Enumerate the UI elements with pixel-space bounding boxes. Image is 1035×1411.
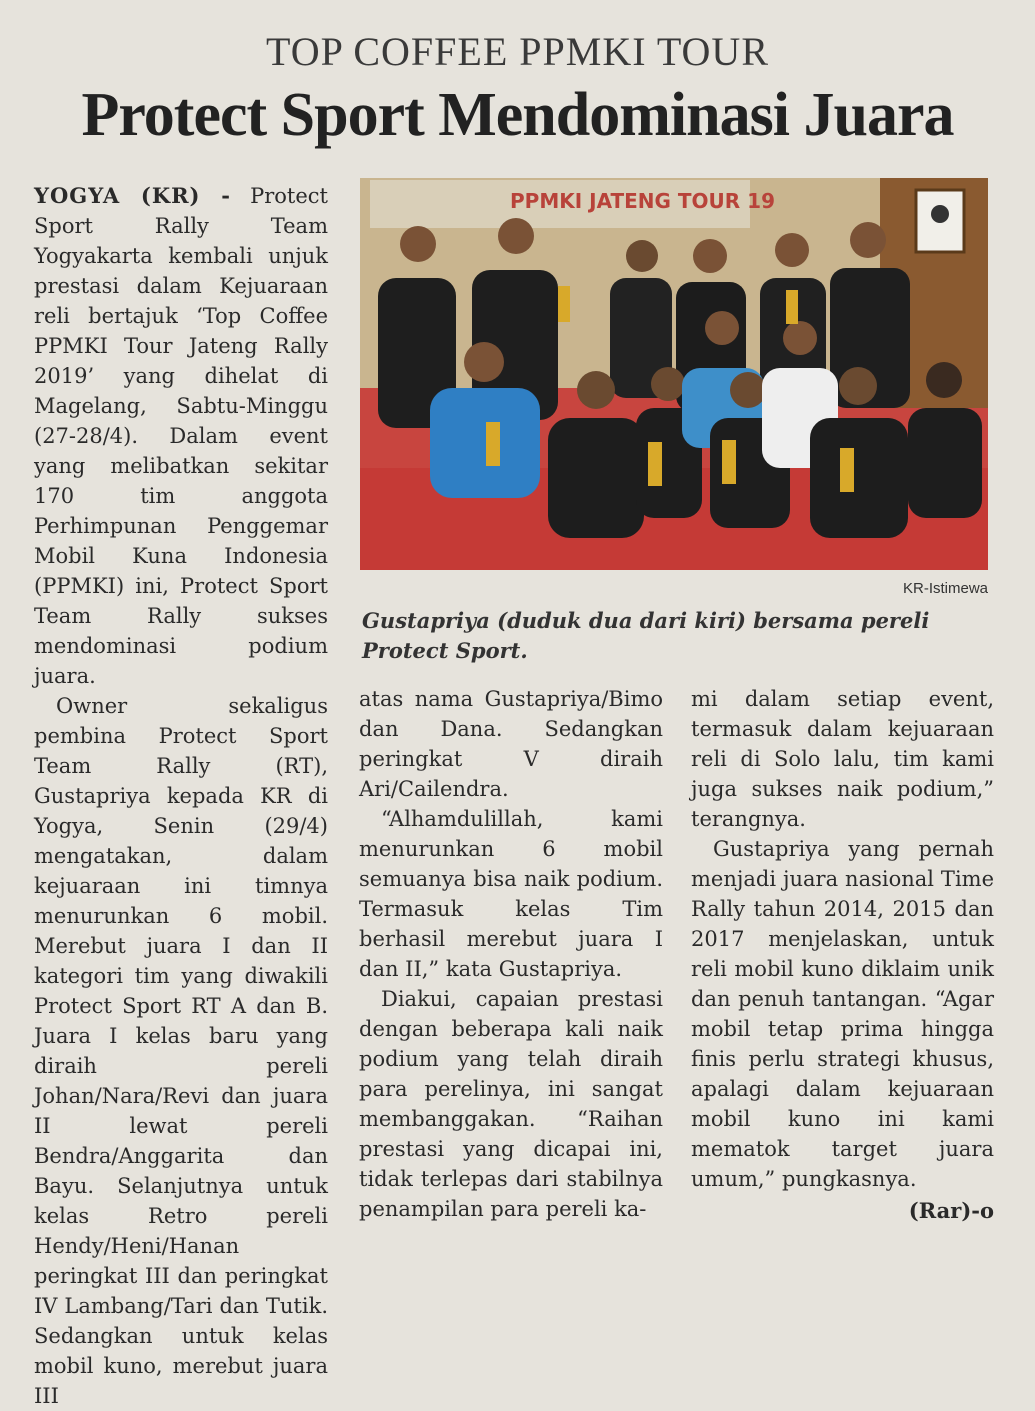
person-head [464, 342, 504, 382]
trophy [648, 442, 662, 486]
article-column-1 [34, 181, 328, 1411]
trophy [722, 440, 736, 484]
person-head [926, 362, 962, 398]
article-column-2 [359, 684, 663, 1224]
dateline: YOGYA (KR) - [34, 183, 231, 208]
person-head [705, 311, 739, 345]
paragraph: Owner sekaligus pembina Protect Sport Team Rally (RT), Gustapriya kepada KR di Yogya, Senin (29/4) mengatakan, dalam kejuaraan ini timnya menurunkan 6 mobil. Merebut juara I dan II kategori tim yang diwakili Protect Sport RT A dan B. Juara I kelas baru yang diraih pereli Johan/Nara/Revi dan juara II lewat pereli Bendra/Anggarita dan Bayu. Selanjutnya untuk kelas Retro pereli Hendy/Heni/Hanan peringkat III dan peringkat IV Lambang/Tari dan Tutik. Sedangkan untuk kelas mobil kuno, merebut juara III [34, 694, 328, 1408]
portrait-figure [931, 205, 949, 223]
person-head [850, 222, 886, 258]
paragraph: Gustapriya yang pernah menjadi juara nasional Time Rally tahun 2014, 2015 dan 2017 menjelaskan, untuk reli mobil kuno diklaim unik dan penuh tantangan. “Agar mobil tetap prima hingga finis perlu strategi khusus, apalagi dalam kejuaraan mobil kuno ini kami mematok target juara umum,” pungkasnya. [691, 837, 994, 1191]
person-head [839, 367, 877, 405]
person-head [693, 239, 727, 273]
person-head [400, 226, 436, 262]
paragraph: atas nama Gustapriya/Bimo dan Dana. Sedangkan peringkat V diraih Ari/Cailendra. [359, 687, 663, 801]
person [810, 418, 908, 538]
person-head [626, 240, 658, 272]
person-head [577, 371, 615, 409]
photo-credit: KR-Istimewa [902, 580, 988, 597]
paragraph: “Alhamdulillah, kami menurunkan 6 mobil semuanya bisa naik podium. Termasuk kelas Tim berhasil merebut juara I dan II,” kata Gustapriya. [359, 807, 663, 981]
person-head [730, 372, 766, 408]
person-blue-shirt [430, 388, 540, 498]
trophy [558, 286, 570, 322]
kicker: TOP COFFEE PPMKI TOUR [266, 29, 769, 74]
team-photo-illustration [360, 178, 988, 570]
article-column-3 [691, 684, 994, 1226]
person-head [651, 367, 685, 401]
person-head [775, 233, 809, 267]
person-head [783, 321, 817, 355]
team-photo [360, 178, 988, 570]
headline: Protect Sport Mendominasi Juara [81, 81, 954, 149]
paragraph-text: Protect Sport Rally Team Yogyakarta kembali unjuk prestasi dalam Kejuaraan reli bertajuk ‘Top Coffee PPMKI Tour Jateng Rally 2019’ yang dihelat di Magelang, Sabtu-Minggu (27-28/4). Dalam event yang melibatkan sekitar 170 tim anggota Perhimpunan Penggemar Mobil Kuna Indonesia (PPMKI) ini, Protect Sport Team Rally sukses mendominasi podium juara. [34, 184, 328, 688]
banner-text: PPMKI JATENG TOUR 19 [510, 189, 775, 213]
trophy [786, 290, 798, 324]
photo-caption: Gustapriya (duduk dua dari kiri) bersama pereli Protect Sport. [362, 608, 930, 663]
author-signature: (Rar)-o [908, 1198, 994, 1223]
trophy [486, 422, 500, 466]
person [548, 418, 644, 538]
paragraph [34, 181, 328, 691]
paragraph: mi dalam setiap event, termasuk dalam kejuaraan reli di Solo lalu, tim kami juga sukses naik podium,” terangnya. [691, 687, 994, 831]
person-head [498, 218, 534, 254]
trophy [840, 448, 854, 492]
person [908, 408, 982, 518]
paragraph: Diakui, capaian prestasi dengan beberapa kali naik podium yang telah diraih para perelinya, ini sangat membanggakan. “Raihan prestasi yang dicapai ini, tidak terlepas dari stabilnya penampilan para pereli ka- [359, 987, 663, 1221]
